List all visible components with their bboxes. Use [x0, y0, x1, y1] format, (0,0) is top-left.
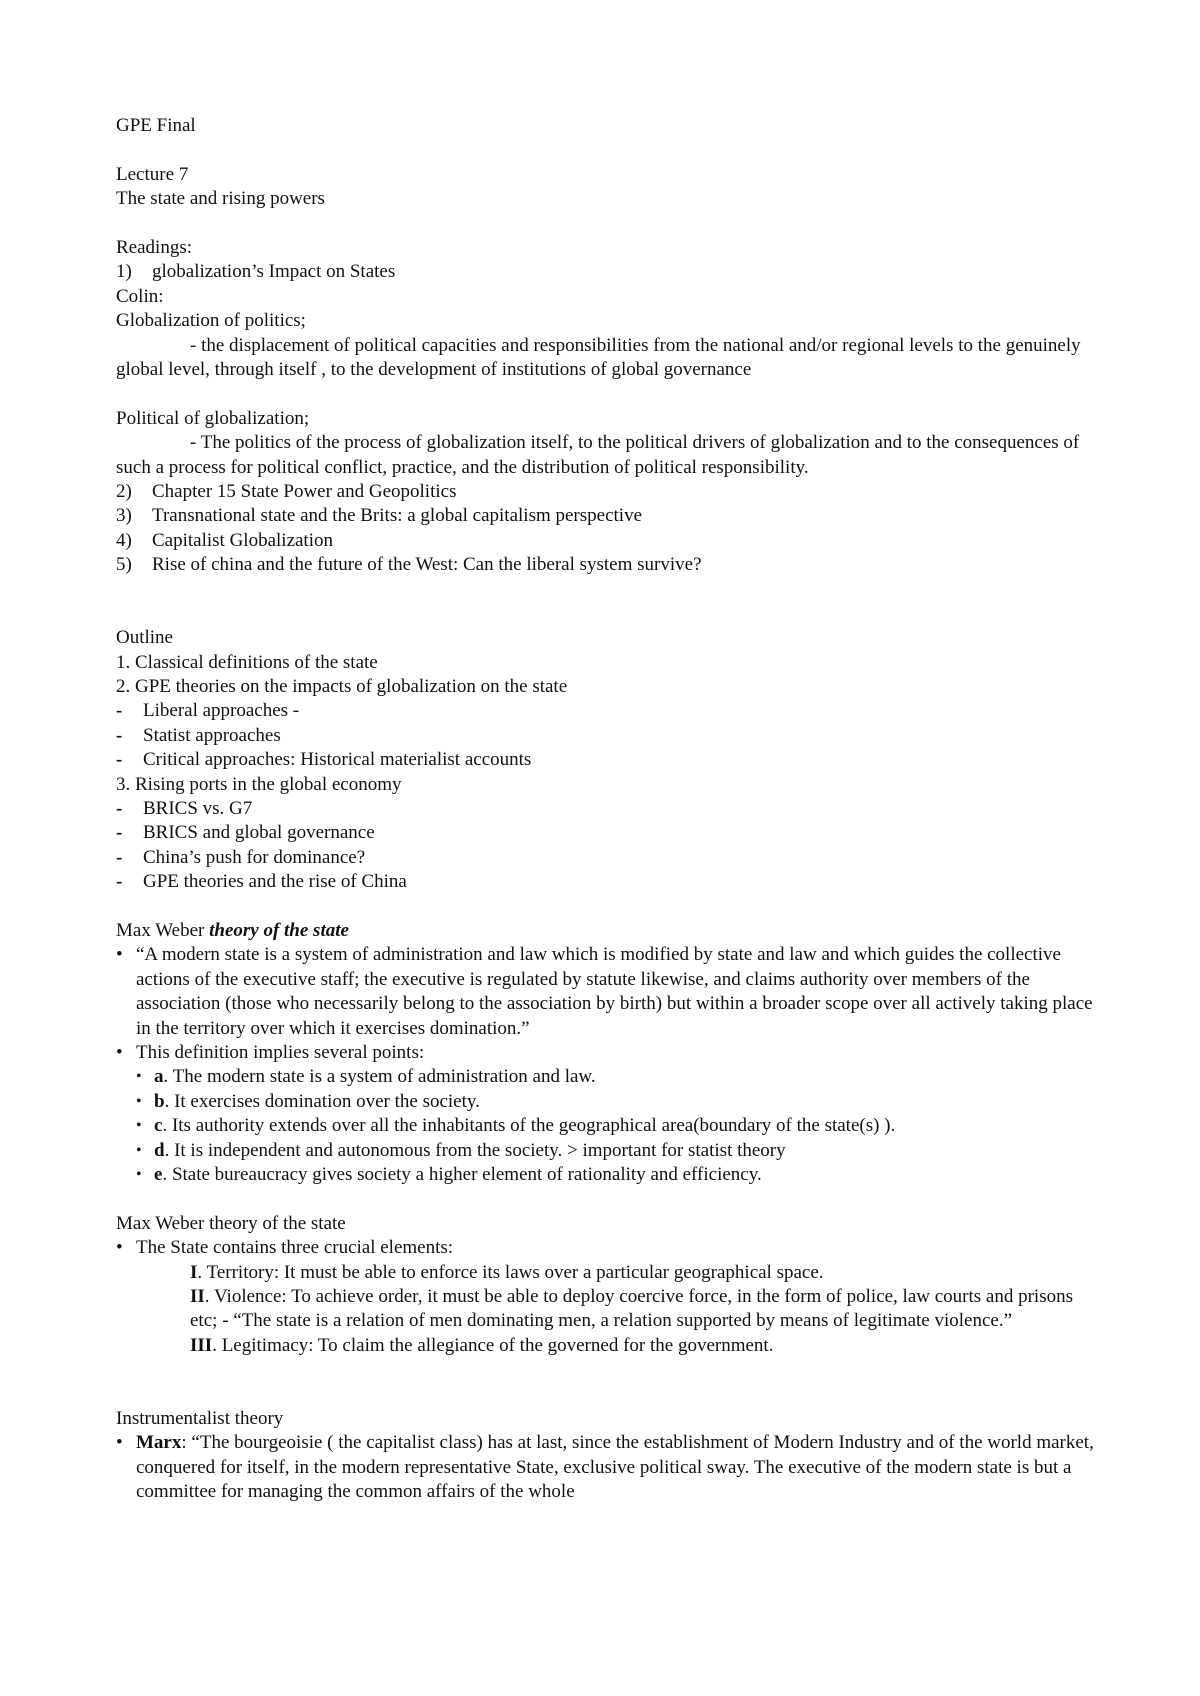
instrumentalist-heading: Instrumentalist theory — [116, 1407, 284, 1429]
point-text: . It exercises domination over the society. — [164, 1090, 480, 1112]
outline-subitem — [116, 846, 1106, 870]
doc-title: GPE Final — [116, 115, 196, 136]
roman-item — [116, 1334, 1080, 1358]
roman-key: I — [190, 1261, 198, 1283]
outline-subitem-text: BRICS and global governance — [143, 822, 375, 844]
outline-subitem — [116, 724, 1106, 748]
reading-text: Transnational state and the Brits: a global capitalism perspective — [152, 505, 643, 527]
dash-marker: - — [116, 749, 123, 771]
roman-item — [116, 1285, 1080, 1334]
roman-item — [116, 1261, 1080, 1285]
bullet-marker: • — [136, 1165, 142, 1183]
weber2-heading: Max Weber theory of the state — [116, 1212, 346, 1234]
reading-item — [116, 504, 1106, 528]
weber-heading-plain: Max Weber — [116, 919, 210, 941]
outline-subitem-text: China’s push for dominance? — [143, 846, 366, 868]
reading-item — [116, 529, 1106, 553]
outline-subitem — [116, 870, 1106, 894]
reading-number: 5) — [116, 554, 132, 576]
weber2-bullet — [116, 1236, 1106, 1260]
weber-point — [116, 1090, 1106, 1114]
bullet-marker: • — [116, 944, 123, 966]
lecture-label: Lecture 7 — [116, 163, 189, 185]
weber-quote: “A modern state is a system of administration and law which is modified by state and law and which guides the collective actions of the executive staff; the executive is regulated by statute likewise, and claims authority over members of the association (those who necessarily belong to the association by birth) but within a broader scope over all actively taking place in the territory over which it exercises domination.” — [136, 944, 1093, 1039]
point-text: . The modern state is a system of administration and law. — [163, 1066, 596, 1088]
dash-marker: - — [116, 724, 123, 746]
lecture-subtitle: The state and rising powers — [116, 188, 325, 210]
point-text: . Its authority extends over all the inhabitants of the geographical area(boundary of the state(s) ). — [162, 1115, 896, 1137]
weber-heading-emphasis: theory of the state — [209, 919, 349, 941]
outline-subitem-text: GPE theories and the rise of China — [143, 871, 407, 893]
outline-item: 1. Classical definitions of the state — [116, 651, 378, 673]
bullet-marker: • — [136, 1068, 142, 1086]
weber-quote-bullet — [116, 943, 1106, 1041]
roman-quote: - “The state is a relation of men dominating men, a relation supported by means of legitimate violence.” — [222, 1310, 1013, 1332]
outline-subitem-text: BRICS vs. G7 — [143, 798, 253, 820]
weber2-bullet-text: The State contains three crucial elements: — [136, 1237, 454, 1259]
weber-implies: This definition implies several points: — [136, 1041, 425, 1063]
roman-key: II — [190, 1285, 205, 1307]
political-glob-heading: Political of globalization; — [116, 407, 310, 429]
outline-subitem — [116, 748, 1106, 772]
marx-text: : “The bourgeoisie ( the capitalist class) has at last, since the establishment of Modern Industry and of the world market, conquered for itself, in the modern representative State, exclusive political sway. The executive of the modern state is but a committee for managing the common affairs of the whole — [136, 1432, 1094, 1503]
outline-item: 3. Rising ports in the global economy — [116, 773, 402, 795]
glob-politics-text: - the displacement of political capacities and responsibilities from the national and/or regional levels to the genuinely global level, through itself , to the development of institutions of global governance — [116, 334, 1081, 380]
bullet-marker: • — [116, 1432, 123, 1454]
bullet-marker: • — [116, 1041, 123, 1063]
document-body — [116, 114, 1106, 1505]
weber-point — [116, 1139, 1106, 1163]
roman-key: III — [190, 1334, 213, 1356]
bullet-marker: • — [136, 1092, 142, 1110]
reading-number: 4) — [116, 529, 132, 551]
outline-subitem — [116, 821, 1106, 845]
reading-item — [116, 260, 1106, 284]
marx-paragraph — [136, 1431, 1096, 1504]
outline-heading: Outline — [116, 627, 173, 649]
bullet-marker: • — [136, 1117, 142, 1135]
point-key: b — [154, 1090, 165, 1112]
bullet-marker: • — [116, 1237, 123, 1259]
point-key: d — [154, 1139, 165, 1161]
marx-key: Marx — [136, 1432, 182, 1454]
point-text: . It is independent and autonomous from the society. > important for statist theory — [164, 1139, 786, 1161]
reading-text: globalization’s Impact on States — [152, 261, 396, 283]
dash-marker: - — [116, 822, 123, 844]
reading-number: 3) — [116, 505, 132, 527]
weber-implies-bullet — [116, 1041, 1106, 1065]
readings-heading: Readings: — [116, 236, 192, 258]
roman-text: . Legitimacy: To claim the allegiance of the governed for the government. — [212, 1334, 774, 1356]
weber-point — [116, 1065, 1106, 1089]
reading-text: Rise of china and the future of the West: Can the liberal system survive? — [152, 554, 702, 576]
point-key: a — [154, 1066, 164, 1088]
political-glob-text: - The politics of the process of globalization itself, to the political drivers of globalization and to the consequences of such a process for political conflict, practice, and the distribution of political responsibility. — [116, 432, 1080, 478]
weber-heading — [116, 919, 1106, 943]
roman-text: . Territory: It must be able to enforce its laws over a particular geographical space. — [197, 1261, 824, 1283]
outline-subitem — [116, 797, 1106, 821]
glob-politics-heading: Globalization of politics; — [116, 310, 306, 332]
marx-bullet — [116, 1431, 1106, 1504]
dash-marker: - — [116, 700, 123, 722]
reading-item — [116, 553, 1106, 577]
reading-number: 2) — [116, 480, 132, 502]
roman-text: . Violence: To achieve order, it must be able to deploy coercive force, in the form of police, law courts and prisons etc; — [190, 1285, 1073, 1332]
reading-text: Capitalist Globalization — [152, 529, 333, 551]
outline-subitem-text: Critical approaches: Historical materialist accounts — [143, 749, 532, 771]
point-key: e — [154, 1163, 163, 1185]
reading-text: Chapter 15 State Power and Geopolitics — [152, 480, 457, 502]
weber-point — [116, 1114, 1106, 1138]
reading-item — [116, 480, 1106, 504]
dash-marker: - — [116, 846, 123, 868]
outline-subitem-text: Liberal approaches - — [143, 700, 300, 722]
reading-number: 1) — [116, 261, 132, 283]
outline-subitem — [116, 699, 1106, 723]
dash-marker: - — [116, 798, 123, 820]
outline-item: 2. GPE theories on the impacts of globalization on the state — [116, 676, 568, 698]
bullet-marker: • — [136, 1141, 142, 1159]
point-key: c — [154, 1115, 163, 1137]
weber-point — [116, 1163, 1106, 1187]
colin-label: Colin: — [116, 285, 164, 307]
dash-marker: - — [116, 871, 123, 893]
point-text: . State bureaucracy gives society a higher element of rationality and efficiency. — [162, 1163, 762, 1185]
outline-subitem-text: Statist approaches — [143, 724, 281, 746]
